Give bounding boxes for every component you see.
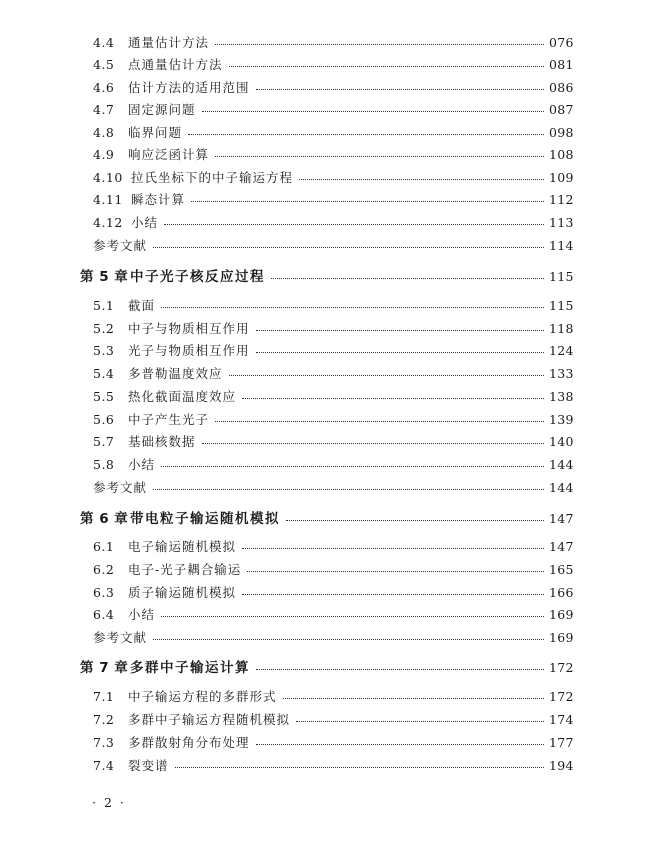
toc-dot-leader [256,669,544,670]
toc-section-number: 4.6 [93,80,115,95]
toc-entry-title: 参考文献 [93,630,148,645]
toc-section-number: 7.2 [93,712,115,727]
toc-dot-leader [229,66,544,67]
toc-section-number: 4.4 [93,35,115,50]
toc-page-number: 112 [549,192,574,207]
toc-dot-leader [215,421,544,422]
toc-entry-title: 瞬态计算 [131,192,186,207]
toc-section-row [93,538,574,556]
toc-chapter-row [80,659,574,677]
toc-entry-title: 固定源问题 [128,102,196,117]
toc-section-number: 4.7 [93,102,115,117]
toc-references-row [93,237,574,255]
toc-page-number: 087 [549,102,574,117]
toc-page-number: 124 [549,343,574,358]
toc-page-number: 169 [549,630,574,645]
toc-entry-title: 中子产生光子 [128,412,210,427]
toc-dot-leader [161,466,544,467]
toc-page-number: 177 [549,735,574,750]
toc-dot-leader [242,548,544,549]
toc-section-number: 4.12 [93,215,123,230]
page-number: · 2 · [92,795,126,810]
toc-entry-title: 参考文献 [93,238,148,253]
toc-section-number: 5.8 [93,457,115,472]
toc-dot-leader [188,134,544,135]
toc-dot-leader [175,767,544,768]
toc-section-number: 4.10 [93,170,123,185]
toc-section-number: 6.1 [93,539,115,554]
toc-chapter-number: 第 6 章 [80,511,129,527]
toc-dot-leader [256,89,544,90]
toc-dot-leader [161,307,544,308]
toc-dot-leader [256,744,544,745]
toc-page-number: 113 [549,215,574,230]
toc-page-number: 172 [549,660,574,675]
toc-page-number: 115 [549,269,574,284]
toc-entry-title: 截面 [128,298,156,313]
toc-section-number: 5.4 [93,366,115,381]
toc-section-number: 4.11 [93,192,123,207]
toc-page-number: 172 [549,689,574,704]
toc-section-number: 6.4 [93,607,115,622]
toc-section-number: 5.6 [93,412,115,427]
toc-section-number: 5.5 [93,389,115,404]
toc-entry-title: 中子与物质相互作用 [128,321,250,336]
toc-dot-leader [229,375,544,376]
toc-entry-title: 质子输运随机模拟 [128,585,237,600]
toc-section-row [93,584,574,602]
toc-dot-leader [256,352,544,353]
toc-entry-title: 临界问题 [128,125,183,140]
toc-section-number: 5.7 [93,434,115,449]
toc-section-number: 5.2 [93,321,115,336]
toc-entry-title: 电子输运随机模拟 [128,539,237,554]
toc-page-number: 133 [549,366,574,381]
toc-section-row [93,101,574,119]
toc-entry-title: 多群散射角分布处理 [128,735,250,750]
toc-page-number: 109 [549,170,574,185]
toc-chapter-number: 第 7 章 [80,660,129,676]
toc-references-row [93,479,574,497]
toc-section-row [93,606,574,624]
toc-dot-leader [271,278,544,279]
toc-section-row [93,34,574,52]
toc-entry-title: 裂变谱 [128,758,169,773]
toc-section-number: 7.3 [93,735,115,750]
toc-section-row [93,124,574,142]
toc-entry-title: 电子-光子耦合输运 [128,562,242,577]
toc-entry-title: 参考文献 [93,480,148,495]
toc-dot-leader [242,398,544,399]
toc-page-number: 169 [549,607,574,622]
toc-dot-leader [215,156,544,157]
toc-page-number: 115 [549,298,574,313]
toc-dot-leader [286,520,544,521]
toc-dot-leader [296,721,544,722]
toc-section-number: 4.8 [93,125,115,140]
toc-entry-title: 拉氏坐标下的中子输运方程 [131,170,294,185]
toc-dot-leader [153,489,544,490]
toc-references-row [93,629,574,647]
toc-entry-title: 基础核数据 [128,434,196,449]
toc-dot-leader [153,247,544,248]
toc-section-row [93,191,574,209]
toc-section-number: 6.2 [93,562,115,577]
toc-dot-leader [153,639,544,640]
toc-dot-leader [299,179,544,180]
toc-page-number: 144 [549,457,574,472]
toc-chapter-row [80,268,574,286]
toc-section-row [93,688,574,706]
toc-entry-title: 中子输运方程的多群形式 [128,689,277,704]
toc-section-row [93,169,574,187]
toc-dot-leader [202,443,544,444]
toc-entry-title: 多普勒温度效应 [128,366,223,381]
toc-section-row [93,297,574,315]
toc-dot-leader [283,698,544,699]
toc-page-number: 166 [549,585,574,600]
toc-section-row [93,456,574,474]
toc-entry-title: 中子光子核反应过程 [130,269,265,285]
toc-section-row [93,411,574,429]
toc-section-row [93,56,574,74]
toc-entry-title: 估计方法的适用范围 [128,80,250,95]
toc-dot-leader [215,44,544,45]
toc-page-number: 114 [549,238,574,253]
toc-entry-title: 响应泛函计算 [128,147,210,162]
toc-dot-leader [242,594,544,595]
toc-entry-title: 带电粒子输运随机模拟 [130,511,280,527]
toc-chapter-row [80,510,574,528]
toc-section-number: 5.1 [93,298,115,313]
toc-page-number: 147 [549,539,574,554]
toc-section-number: 6.3 [93,585,115,600]
toc-entry-title: 热化截面温度效应 [128,389,237,404]
toc-page-number: 174 [549,712,574,727]
toc-section-row [93,365,574,383]
toc-entry-title: 小结 [128,607,156,622]
toc-section-row [93,79,574,97]
toc-section-row [93,214,574,232]
toc-page-number: 138 [549,389,574,404]
toc-section-number: 7.1 [93,689,115,704]
toc-section-row [93,388,574,406]
toc-entry-title: 小结 [131,215,159,230]
toc-page-number: 147 [549,511,574,526]
toc-section-row [93,342,574,360]
toc-entry-title: 多群中子输运方程随机模拟 [128,712,291,727]
toc-page-number: 076 [549,35,574,50]
toc-dot-leader [247,571,544,572]
toc-entry-title: 多群中子输运计算 [130,660,250,676]
toc-chapter-number: 第 5 章 [80,269,129,285]
toc-section-row [93,757,574,775]
toc-section-number: 7.4 [93,758,115,773]
toc-dot-leader [191,201,544,202]
toc-page-number: 108 [549,147,574,162]
toc-page-number: 194 [549,758,574,773]
toc-section-number: 4.9 [93,147,115,162]
toc-entry-title: 通量估计方法 [128,35,210,50]
toc-section-row [93,433,574,451]
toc-section-row [93,146,574,164]
toc-section-row [93,711,574,729]
toc-page-number: 118 [549,321,574,336]
toc-section-number: 4.5 [93,57,115,72]
toc-section-number: 5.3 [93,343,115,358]
toc-dot-leader [164,224,544,225]
toc-dot-leader [202,111,544,112]
toc-entry-title: 小结 [128,457,156,472]
toc-entry-title: 光子与物质相互作用 [128,343,250,358]
toc-page-number: 165 [549,562,574,577]
toc-section-row [93,561,574,579]
toc-page-number: 140 [549,434,574,449]
toc-entry-title: 点通量估计方法 [128,57,223,72]
toc-section-row [93,320,574,338]
toc-page-number: 081 [549,57,574,72]
toc-dot-leader [256,330,544,331]
toc-page-number: 086 [549,80,574,95]
toc-dot-leader [161,616,544,617]
toc-page-number: 098 [549,125,574,140]
toc-page-number: 144 [549,480,574,495]
toc-page-number: 139 [549,412,574,427]
toc-section-row [93,734,574,752]
